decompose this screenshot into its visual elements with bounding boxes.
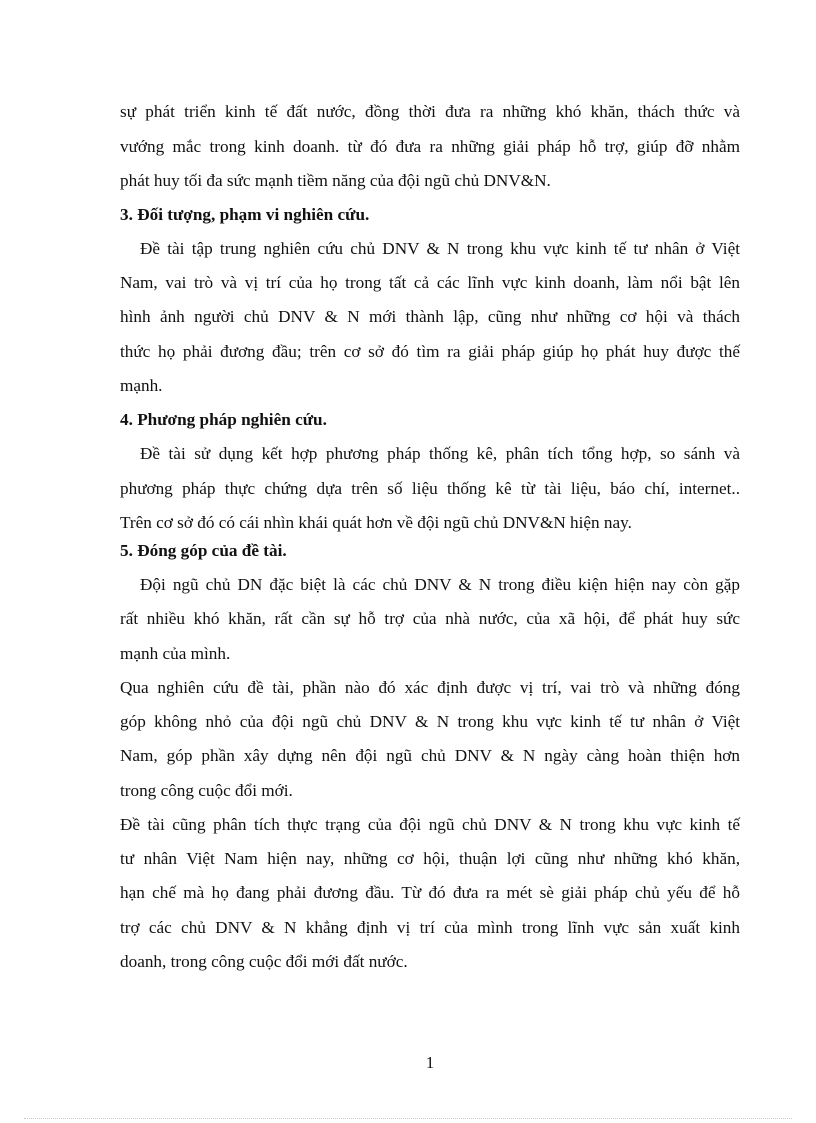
paragraph-line: Đề tài cũng phân tích thực trạng của đội ngũ chủ DNV & N trong khu vực kinh tế bbox=[120, 815, 740, 834]
paragraph-line: thức họ phải đương đầu; trên cơ sở đó tìm ra giải pháp giúp họ phát huy được thế bbox=[120, 342, 740, 361]
paragraph-line: góp không nhỏ của đội ngũ chủ DNV & N trong khu vực kinh tế tư nhân ở Việt bbox=[120, 712, 740, 731]
page-bottom-divider bbox=[24, 1118, 792, 1119]
paragraph-line: Trên cơ sở đó có cái nhìn khái quát hơn về đội ngũ chủ DNV&N hiện nay. bbox=[120, 513, 632, 532]
paragraph-line: mạnh của mình. bbox=[120, 644, 231, 663]
paragraph-line: Đề tài sử dụng kết hợp phương pháp thống kê, phân tích tổng hợp, so sánh và bbox=[140, 444, 740, 463]
paragraph-line: tư nhân Việt Nam hiện nay, những cơ hội, thuận lợi cũng như những khó khăn, bbox=[120, 849, 740, 868]
paragraph-line: Đội ngũ chủ DN đặc biệt là các chủ DNV & N trong điều kiện hiện nay còn gặp bbox=[140, 575, 740, 594]
section-3-heading: 3. Đối tượng, phạm vi nghiên cứu. bbox=[120, 205, 370, 224]
paragraph-line: phương pháp thực chứng dựa trên số liệu thống kê từ tài liệu, báo chí, internet.. bbox=[120, 479, 740, 498]
paragraph-line: mạnh. bbox=[120, 376, 163, 395]
paragraph-line: trong công cuộc đổi mới. bbox=[120, 781, 293, 800]
paragraph-line: vướng mắc trong kinh doanh. từ đó đưa ra những giải pháp hỗ trợ, giúp đỡ nhằm bbox=[120, 137, 740, 156]
paragraph-line: doanh, trong công cuộc đổi mới đất nước. bbox=[120, 952, 408, 971]
page-number: 1 bbox=[425, 1053, 435, 1072]
section-4-heading: 4. Phương pháp nghiên cứu. bbox=[120, 410, 327, 429]
paragraph-line: Nam, góp phần xây dựng nên đội ngũ chủ DNV & N ngày càng hoàn thiện hơn bbox=[120, 746, 740, 765]
paragraph-line: hình ảnh người chủ DNV & N mới thành lập, cũng như những cơ hội và thách bbox=[120, 307, 740, 326]
paragraph-line: Đề tài tập trung nghiên cứu chủ DNV & N trong khu vực kinh tế tư nhân ở Việt bbox=[140, 239, 740, 258]
paragraph-line: sự phát triển kinh tế đất nước, đồng thời đưa ra những khó khăn, thách thức và bbox=[120, 102, 740, 121]
paragraph-line: rất nhiều khó khăn, rất cần sự hỗ trợ của nhà nước, của xã hội, để phát huy sức bbox=[120, 609, 740, 628]
paragraph-line: phát huy tối đa sức mạnh tiềm năng của đội ngũ chủ DNV&N. bbox=[120, 171, 551, 190]
paragraph-line: Nam, vai trò và vị trí của họ trong tất cả các lĩnh vực kinh doanh, làm nổi bật lên bbox=[120, 273, 740, 292]
paragraph-line: hạn chế mà họ đang phải đương đầu. Từ đó đưa ra mét sè giải pháp chủ yếu để hỗ bbox=[120, 883, 740, 902]
section-5-heading: 5. Đóng góp của đề tài. bbox=[120, 541, 287, 560]
paragraph-line: Qua nghiên cứu đề tài, phần nào đó xác định được vị trí, vai trò và những đóng bbox=[120, 678, 740, 697]
paragraph-line: trợ các chủ DNV & N khẳng định vị trí của mình trong lĩnh vực sản xuất kinh bbox=[120, 918, 740, 937]
